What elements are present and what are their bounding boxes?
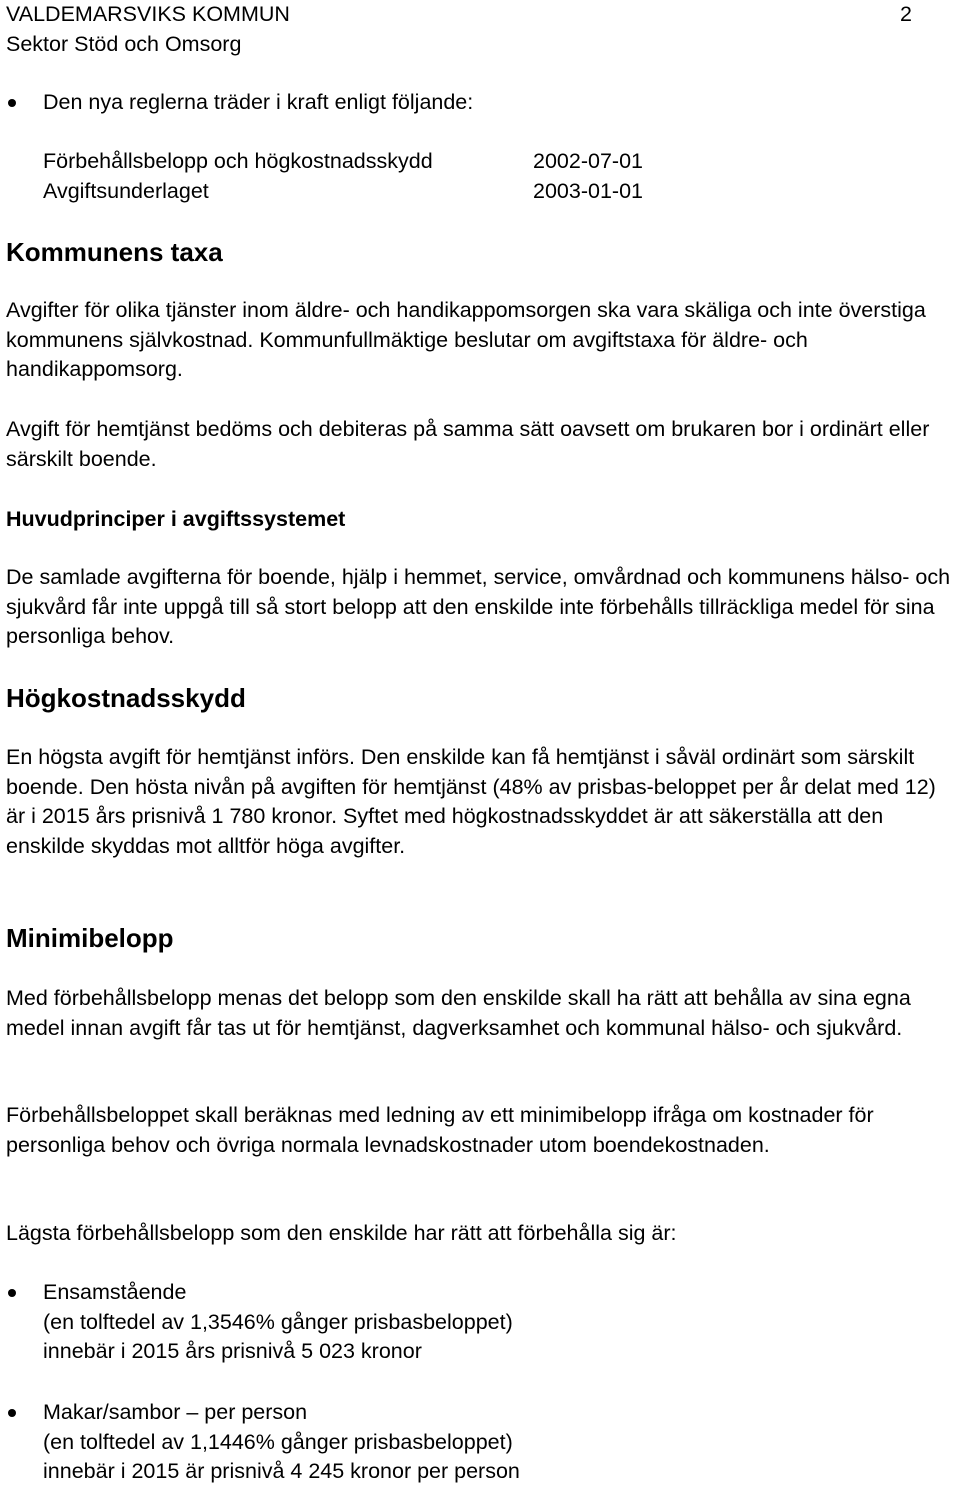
list-item-title: Ensamstående <box>43 1280 187 1304</box>
header-title: VALDEMARSVIKS KOMMUN <box>6 2 290 26</box>
section-heading-hogkostnad: Högkostnadsskydd <box>6 683 246 713</box>
hogkostnad-paragraph: En högsta avgift för hemtjänst införs. Den enskilde kan få hemtjänst i såväl ordinärt som särskilt boende. Den hösta nivån på avgiften för hemtjänst (48% av prisbas-beloppet per år delat med 12) är i 2015 års prisnivå 1 780 kronor. Syftet med högkostnadsskyddet är att säkerställa att den enskilde skyddas mot alltför höga avgifter. <box>6 745 936 858</box>
intro-bullet-text: Den nya reglerna träder i kraft enligt följande: <box>43 90 474 114</box>
list-item <box>6 1278 952 1367</box>
list-item-title: Makar/sambor – per person <box>43 1400 308 1424</box>
date-row-label: Avgiftsunderlaget <box>43 179 209 203</box>
list-item-detail: (en tolftedel av 1,1446% gånger prisbasbeloppet) <box>43 1429 513 1454</box>
section-heading-principer: Huvudprinciper i avgiftssystemet <box>6 507 346 531</box>
date-row-value: 2003-01-01 <box>533 179 643 203</box>
taxa-paragraph-2: Avgift för hemtjänst bedöms och debiteras på samma sätt oavsett om brukaren bor i ordinärt eller särskilt boende. <box>6 417 930 471</box>
date-row-label: Förbehållsbelopp och högkostnadsskydd <box>43 149 433 173</box>
list-item-amount: innebär i 2015 års prisnivå 5 023 kronor <box>43 1339 422 1363</box>
minimi-paragraph-3: Lägsta förbehållsbelopp som den enskilde har rätt att förbehålla sig är: <box>6 1221 677 1245</box>
date-row-value: 2002-07-01 <box>533 149 643 173</box>
section-heading-minimi: Minimibelopp <box>6 923 174 953</box>
principer-paragraph: De samlade avgifterna för boende, hjälp i hemmet, service, omvårdnad och kommunens hälso- och sjukvård får inte uppgå till så stort belopp att den enskilde inte förbehålls tillräckliga medel för sina personliga behov. <box>6 565 951 648</box>
section-heading-taxa: Kommunens taxa <box>6 237 223 267</box>
minimi-paragraph-2: Förbehållsbeloppet skall beräknas med ledning av ett minimibelopp ifråga om kostnader för personliga behov och övriga normala levnadskostnader utom boendekostnaden. <box>6 1103 874 1157</box>
page-number: 2 <box>900 2 912 26</box>
bullet-icon <box>8 99 16 107</box>
list-item <box>6 1398 952 1487</box>
list-item-amount: innebär i 2015 är prisnivå 4 245 kronor per person <box>43 1459 520 1483</box>
list-item-detail: (en tolftedel av 1,3546% gånger prisbasbeloppet) <box>43 1309 513 1334</box>
minimi-paragraph-1: Med förbehållsbelopp menas det belopp som den enskilde skall ha rätt att behålla av sina egna medel innan avgift får tas ut för hemtjänst, dagverksamhet och kommunal hälso- och sjukvård. <box>6 986 911 1040</box>
header-subtitle: Sektor Stöd och Omsorg <box>6 32 242 56</box>
taxa-paragraph-1: Avgifter för olika tjänster inom äldre- och handikappomsorgen ska vara skäliga och inte överstiga kommunens självkostnad. Kommunfullmäktige beslutar om avgiftstaxa för äldre- och handikappomsorg. <box>6 298 926 381</box>
bullet-icon <box>8 1409 16 1417</box>
bullet-icon <box>8 1289 16 1297</box>
intro-bullet <box>6 88 952 118</box>
